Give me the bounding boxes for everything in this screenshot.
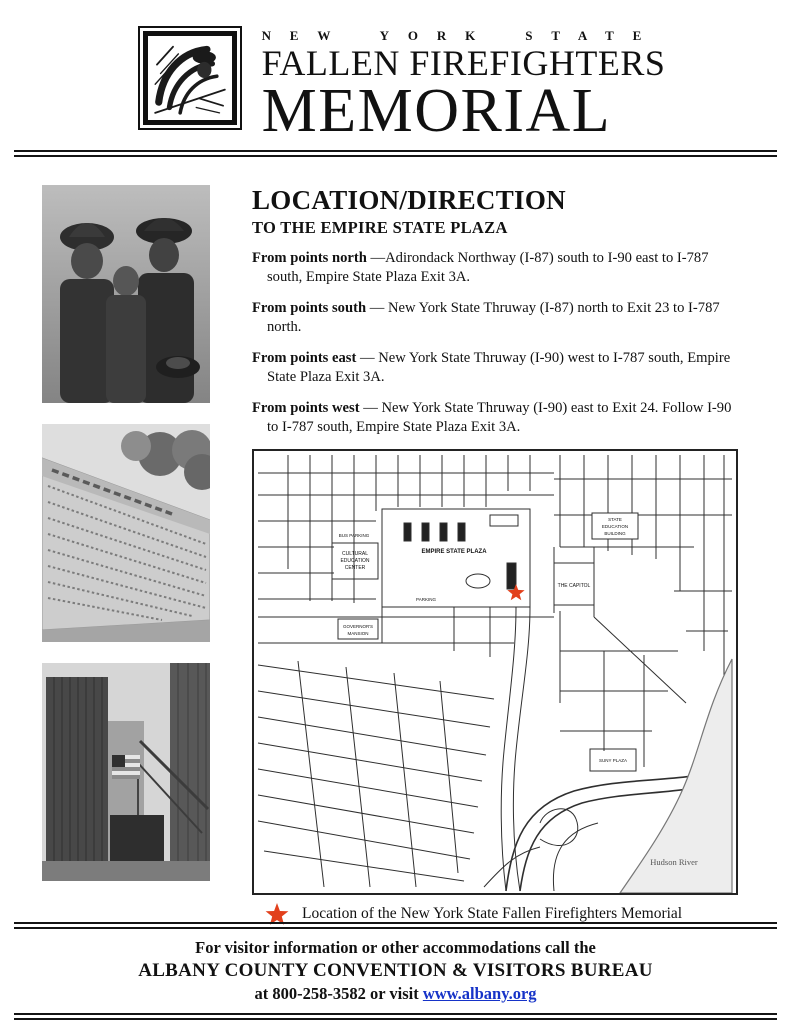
firefighter-engraving-icon: [148, 36, 232, 120]
direction-south-lead: From points south: [252, 299, 367, 316]
footer-double-rule-top: [14, 922, 777, 929]
memorial-logo-frame: [143, 31, 237, 125]
main-content: [252, 185, 742, 926]
section-title: LOCATION/DIRECTION: [252, 184, 566, 215]
map-label-hudson-river: Hudson River: [650, 856, 698, 867]
street-map: [252, 449, 738, 895]
header-double-rule: [14, 150, 777, 157]
direction-east: [252, 349, 742, 387]
direction-south: [252, 299, 742, 337]
header-title-line2: MEMORIAL: [261, 76, 612, 145]
footer-line2: ALBANY COUNTY CONVENTION & VISITORS BUREAU: [138, 960, 653, 981]
direction-west: [252, 399, 742, 437]
header-title-line1: FALLEN FIREFIGHTERS: [261, 43, 666, 83]
map-label-education-3: BUILDING: [604, 530, 626, 536]
footer-line3-prefix: at 800-258-3582 or visit: [254, 984, 423, 1003]
map-label-education-2: EDUCATION: [601, 523, 629, 529]
footer-line1: For visitor information or other accommodations call the: [195, 938, 596, 957]
map-label-capitol: THE CAPITOL: [557, 582, 591, 589]
map-caption-text: Location of the New York State Fallen Firefighters Memorial: [302, 904, 683, 922]
direction-south-text: — New York State Thruway (I-87) north to Exit 23 to I-787 north.: [267, 299, 720, 335]
map-label-mansion-1: GOVERNOR'S: [342, 623, 374, 629]
map-label-bus-parking: BUS PARKING: [338, 532, 370, 538]
photo-column: [42, 185, 210, 926]
direction-north: [252, 249, 742, 287]
map-label-plaza: EMPIRE STATE PLAZA: [421, 548, 487, 555]
direction-west-text: — New York State Thruway (I-90) east to Exit 24. Follow I-90 to I-787 south, Empire State Plaza Exit 3A.: [267, 399, 732, 435]
header-text: [261, 26, 666, 145]
map-label-suny-plaza: SUNY PLAZA: [599, 757, 627, 763]
direction-north-lead: From points north: [252, 249, 367, 266]
map-label-education-1: STATE: [608, 516, 622, 522]
direction-west-lead: From points west: [252, 399, 360, 416]
footer-line3: [14, 984, 777, 1004]
map-label-parking: PARKING: [416, 596, 436, 602]
header: [14, 26, 777, 145]
footer: [14, 922, 777, 1020]
header-eyebrow: NEW YORK STATE: [261, 28, 661, 43]
direction-east-lead: From points east: [252, 349, 357, 366]
map-label-mansion-2: MANSION: [347, 630, 369, 636]
direction-north-text: —Adirondack Northway (I-87) south to I-90 east to I-787 south, Empire State Plaza Exit 3A.: [267, 249, 709, 285]
content: [14, 185, 777, 926]
plaza-towers-photo: [42, 663, 210, 881]
map-label-cultural-2: EDUCATION: [340, 557, 370, 564]
memorial-wall-photo: [42, 424, 210, 642]
map-label-cultural-3: CENTER: [344, 564, 366, 571]
direction-east-text: — New York State Thruway (I-90) west to I-787 south, Empire State Plaza Exit 3A.: [267, 349, 731, 385]
memorial-logo: [138, 26, 242, 130]
footer-double-rule-bottom: [14, 1013, 777, 1020]
statues-photo: [42, 185, 210, 403]
albany-org-link[interactable]: www.albany.org: [422, 984, 537, 1003]
section-subtitle: TO THE EMPIRE STATE PLAZA: [252, 217, 508, 237]
map-label-cultural-1: CULTURAL: [341, 550, 369, 557]
